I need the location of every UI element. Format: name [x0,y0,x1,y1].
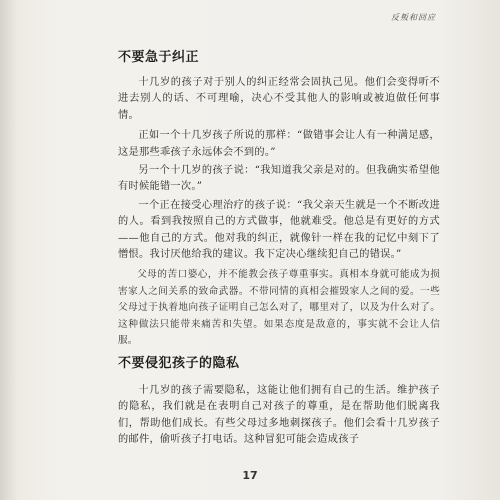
paragraph: 正如一个十几岁孩子所说的那样：“做错事会让人有一种满足感，这是那些乖孩子永远体会不到的。” [118,130,440,158]
paragraph-handwritten-style: 父母的苦口婆心，并不能教会孩子尊重事实。真相本身就可能成为损害家人之间关系的致命武器。不带同情的真相会摧毁家人之间的爱。一些父母过于执着地向孩子证明自己怎么对了，哪里对了，以及为什么对了。这种做法只能带来痛苦和失望。如果态度是敌意的，事实就不会让人信服。 [118,269,440,347]
paragraph: 一个正在接受心理治疗的孩子说：“我父亲天生就是一个不断改进的人。看到我按照自己的方式做事，他就难受。他总是有更好的方式——他自己的方式。他对我的纠正，就像针一样在我的记忆中刻下了憎恨。我讨厌他给我的建议。我下定决心继续犯自己的错误。” [118,199,440,261]
paragraph: 十几岁的孩子需要隐私，这能让他们拥有自己的生活。维护孩子的隐私，我们就是在表明自己对孩子的尊重，是在帮助他们脱离我们，帮助他们成长。有些父母过多地刺探孩子。他们会看十几岁孩子的邮件，偷听孩子打电话。这种冒犯可能会造成孩子 [118,385,440,446]
section-do-not-rush-to-correct [118,46,440,350]
section-respect-privacy [118,352,440,449]
paragraph: 十几岁的孩子对于别人的纠正经常会固执己见。他们会变得听不进去别人的话、不可理喻，决心不受其他人的影响或被迫做任何事情。 [118,77,440,121]
page-number: 17 [242,469,258,482]
paragraph: 另一个十几岁的孩子说：“我知道我父亲是对的。但我确实希望他有时候能错一次。” [118,165,440,193]
running-head: 反叛和回应 [391,13,436,22]
section-heading: 不要侵犯孩子的隐私 [118,356,240,371]
section-heading: 不要急于纠正 [118,50,200,65]
